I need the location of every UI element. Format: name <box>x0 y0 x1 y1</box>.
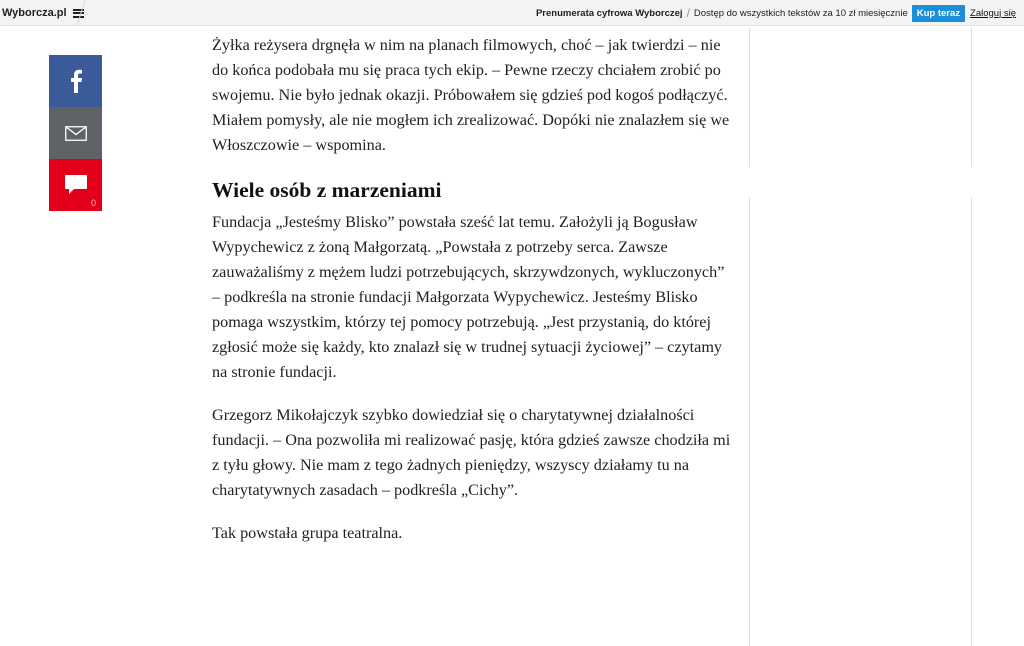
facebook-icon <box>69 69 83 93</box>
right-column-divider-top <box>749 27 750 167</box>
sidebar-edge-divider-top <box>971 27 972 167</box>
login-link[interactable]: Zaloguj się <box>970 7 1016 19</box>
right-column-divider-bottom <box>749 197 750 646</box>
article-paragraph-3: Grzegorz Mikołajczyk szybko dowiedział się o charytatywnej działalności fundacji. – Ona pozwoliła mi realizować pasję, która gdzieś zawsze chodziła mi z tyłu głowy. Nie mam z tego żadnych pieniędzy, wszyscy działamy tu na charytatywnych zasadach – podkreśla „Cichy”. <box>212 406 731 499</box>
top-bar <box>0 0 1024 26</box>
article-paragraph-4: Tak powstała grupa teatralna. <box>212 524 403 542</box>
sidebar-edge-divider-bottom <box>971 197 972 646</box>
article-paragraph-1: Żyłka reżysera drgnęła w nim na planach filmowych, choć – jak twierdzi – nie do końca podobała mu się praca tych ekip. – Pewne rzeczy chciałem zrobić po swojemu. Nie było jednak okazji. Próbowałem się gdzieś pod kogoś podłączyć. Miałem pomysły, ale nie mogłem ich zrealizować. Dopóki nie znalazłem się we Włoszczowie – wspomina. <box>212 36 730 154</box>
share-bar <box>49 55 102 211</box>
email-share-button[interactable] <box>49 107 102 159</box>
article-body <box>212 33 732 564</box>
promo-separator: / <box>686 6 690 20</box>
comment-count: 0 <box>90 198 96 208</box>
section-heading: Wiele osób z marzeniami <box>212 178 442 202</box>
brand-logo[interactable]: Wyborcza.pl <box>2 7 67 19</box>
speech-bubble-icon <box>64 174 88 196</box>
subscription-promo <box>536 0 1016 26</box>
brand-divider <box>72 0 86 26</box>
buy-now-button[interactable]: Kup teraz <box>912 5 965 22</box>
promo-title[interactable]: Prenumerata cyfrowa Wyborczej <box>535 7 683 19</box>
article-paragraph-2: Fundacja „Jesteśmy Blisko” powstała sześć lat temu. Założyli ją Bogusław Wypychewicz z żoną Małgorzatą. „Powstała z potrzeby serca. Zawsze zauważaliśmy z mężem ludzi potrzebujących, skrzywdzonych, wykluczonych” – podkreśla na stronie fundacji Małgorzata Wypychewicz. Jesteśmy Blisko pomaga wszystkim, którzy tej pomocy potrzebują. „Jest przystanią, do której zgłosić może się każdy, kto znalazł się w trudnej sytuacji życiowej” – czytamy na stronie fundacji. <box>212 213 725 381</box>
facebook-share-button[interactable] <box>49 55 102 107</box>
comments-button[interactable] <box>49 159 102 211</box>
envelope-icon <box>65 126 87 141</box>
promo-text[interactable]: Dostęp do wszystkich tekstów za 10 zł miesięcznie <box>693 7 908 19</box>
